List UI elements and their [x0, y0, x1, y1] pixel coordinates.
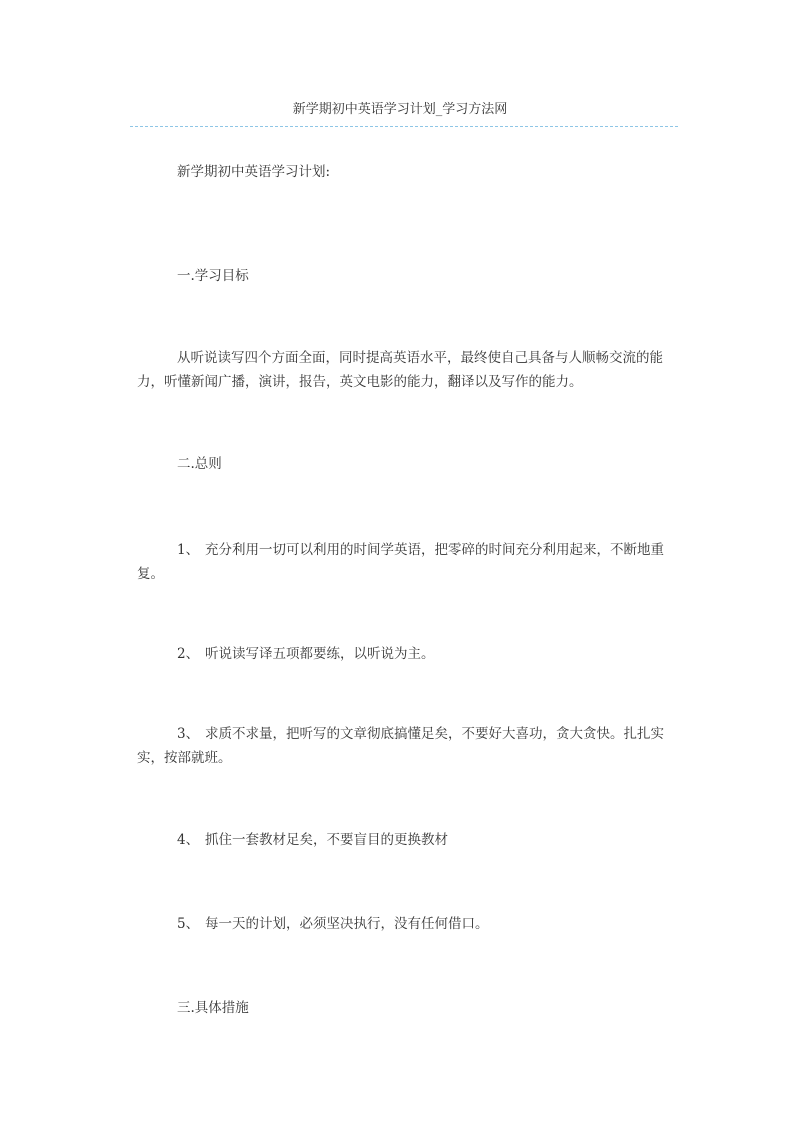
list-item: [137, 912, 677, 936]
list-item-number: 3、: [177, 726, 200, 742]
header-divider: [130, 126, 678, 127]
intro-line: 新学期初中英语学习计划:: [177, 164, 331, 180]
list-item-text: 每一天的计划，必须坚决执行，没有任何借口。: [205, 916, 489, 932]
list-item-text: 抓住一套教材足矣，不要盲目的更换教材: [205, 832, 448, 848]
list-item: [137, 642, 677, 666]
list-item-text: 充分利用一切可以利用的时间学英语，把零碎的时间充分利用起来，不断地重复。: [137, 542, 664, 582]
list-item-text: 听说读写译五项都要练，以听说为主。: [205, 646, 435, 662]
list-item-number: 4、: [177, 832, 200, 848]
section-heading-goals: 一.学习目标: [177, 268, 249, 284]
list-item-text: 求质不求量，把听写的文章彻底搞懂足矣，不要好大喜功，贪大贪快。扎扎实实，按部就班。: [137, 726, 664, 766]
page-title: 新学期初中英语学习计划_学习方法网: [292, 102, 508, 117]
list-item: [137, 722, 677, 770]
list-item-number: 1、: [177, 542, 200, 558]
section-heading-principles: 二.总则: [177, 456, 222, 472]
list-item: [137, 828, 677, 852]
section-body-goals: 从听说读写四个方面全面，同时提高英语水平，最终使自己具备与人顺畅交流的能力，听懂新闻广播，演讲，报告，英文电影的能力，翻译以及写作的能力。: [137, 350, 663, 390]
list-item-number: 5、: [177, 916, 200, 932]
list-item-number: 2、: [177, 646, 200, 662]
list-item: [137, 538, 677, 586]
section-heading-measures: 三.具体措施: [177, 1000, 249, 1016]
